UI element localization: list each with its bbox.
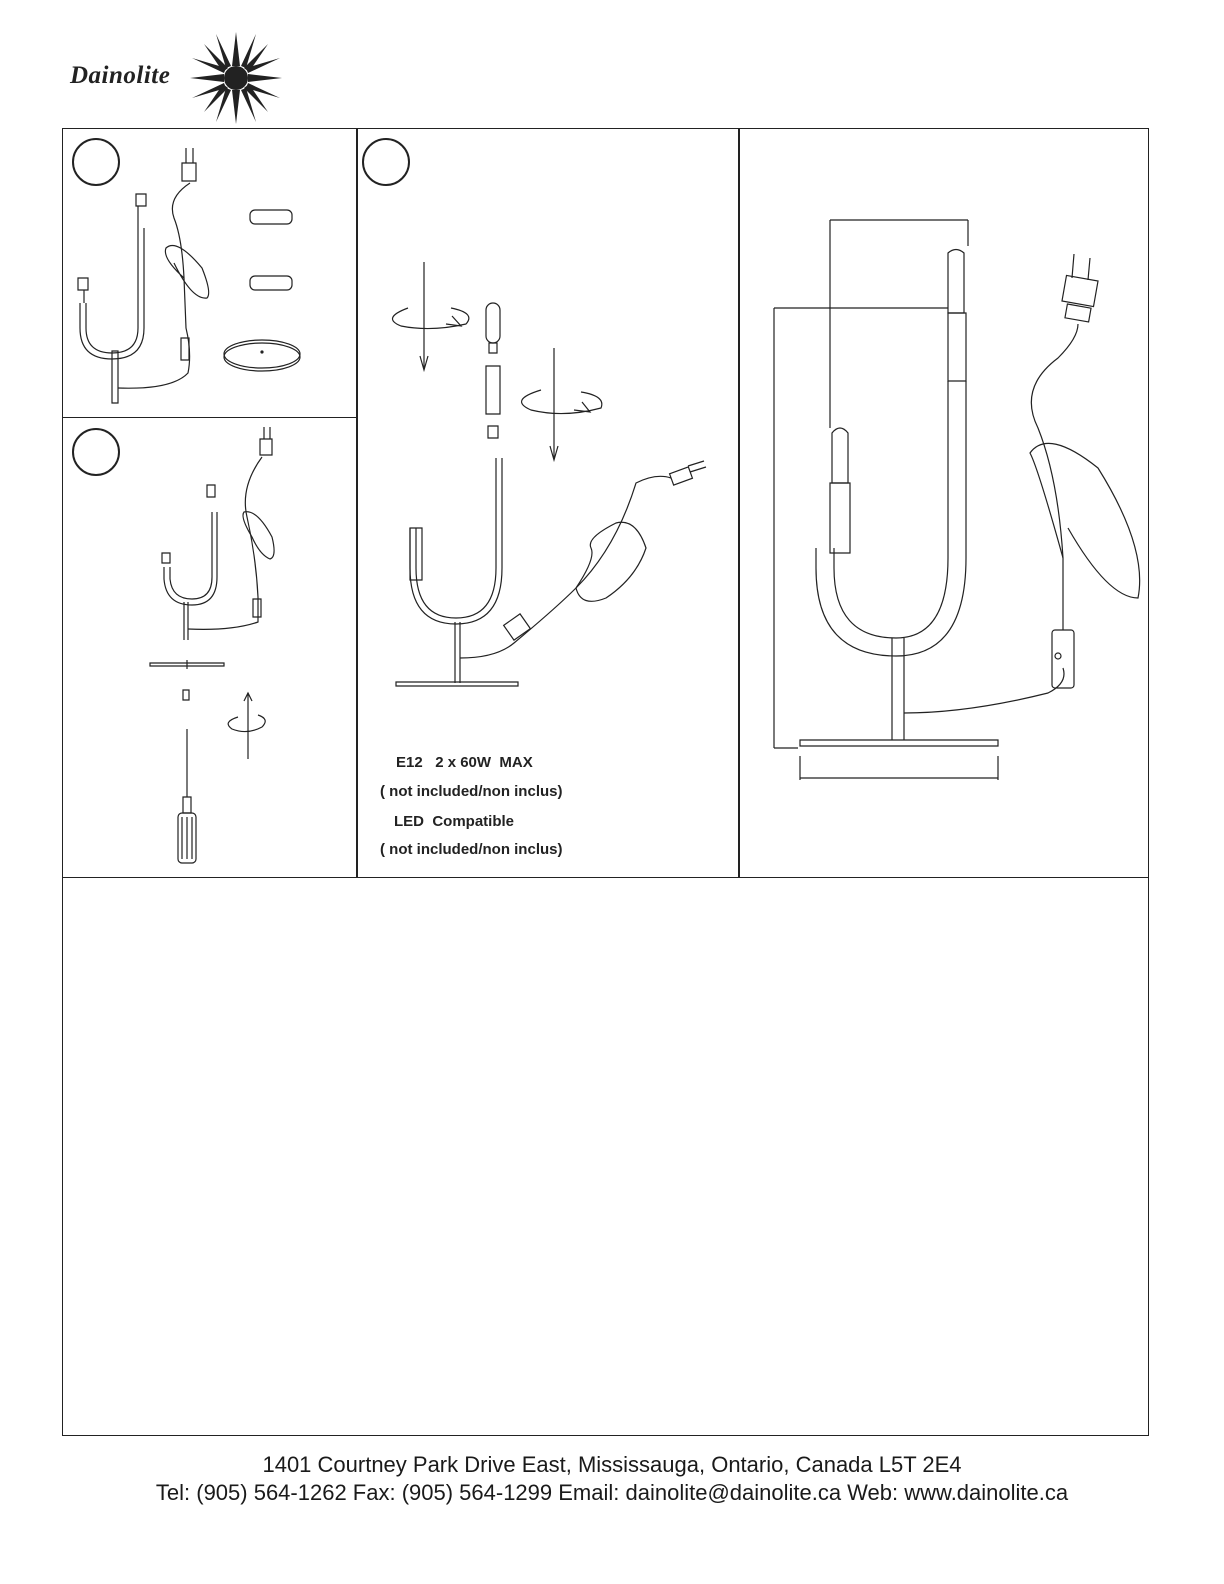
brand-name: Dainolite [70,62,171,89]
bulb-installation-diagram [356,128,740,728]
footer-contact: Tel: (905) 564-1262 Fax: (905) 564-1299 Email: dainolite@dainolite.ca Web: www.dainolite.ca [155,1480,1069,1505]
led-spec: LED Compatible [394,813,515,830]
parts-diagram [62,128,358,418]
footer-address: 1401 Courtney Park Drive East, Mississauga, Ontario, Canada L5T 2E4 [262,1452,962,1477]
bulb-spec: E12 2 x 60W MAX [396,754,533,771]
dimension-diagram [738,128,1149,878]
brand-logo [66,28,296,128]
led-note: ( not included/non inclus) [380,841,563,858]
base-assembly-diagram [62,417,358,878]
star-logo-icon [186,28,286,128]
bulb-note: ( not included/non inclus) [380,783,563,800]
